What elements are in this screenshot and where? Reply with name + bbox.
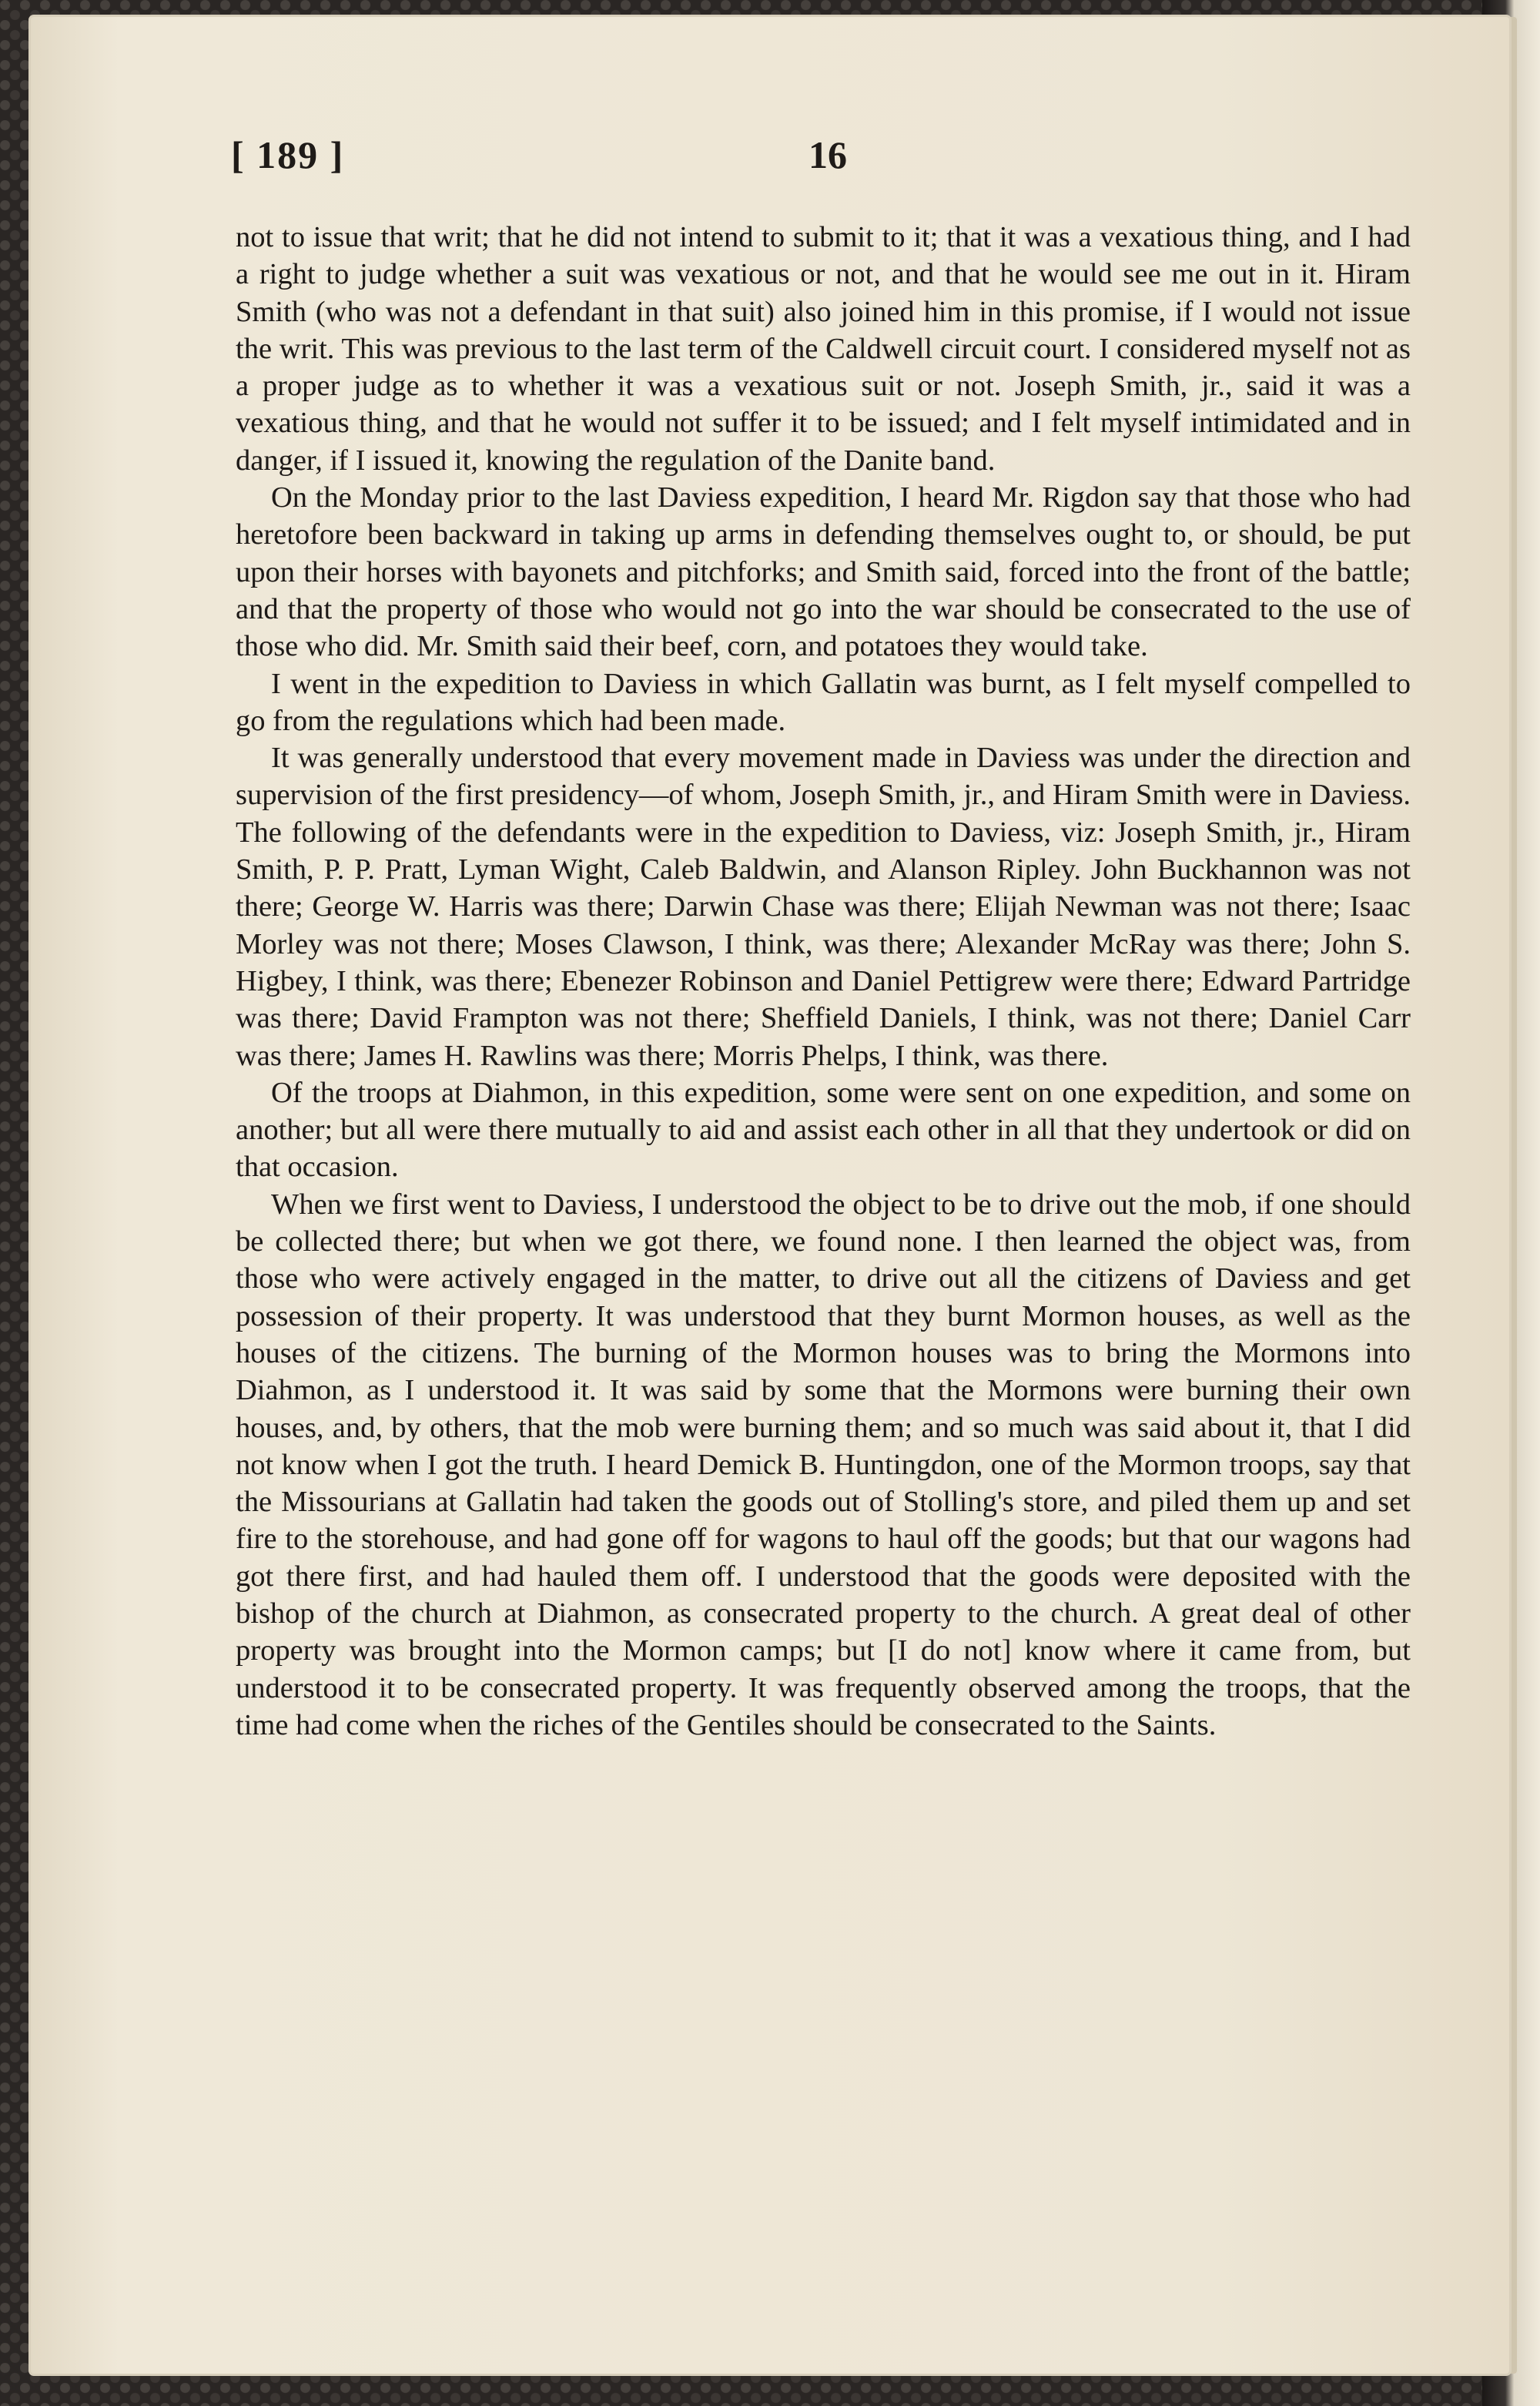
- page-header: [231, 132, 1417, 186]
- paragraph: not to issue that writ; that he did not intend to submit to it; that it was a vexatious thing, and I had a right to judge whether a suit was vexatious or not, and that he would see me out in it. Hiram Smith (who was not a defendant in that suit) also joined him in this promise, if I would not issue the writ. This was previous to the last term of the Caldwell circuit court. I considered myself not as a proper judge as to whether it was a vexatious suit or not. Joseph Smith, jr., said it was a vexatious thing, and that he would not suffer it to be issued; and I felt myself intimidated and in danger, if I issued it, knowing the regulation of the Danite band.: [236, 221, 1411, 477]
- page-number: 16: [808, 133, 847, 176]
- paragraph: On the Monday prior to the last Daviess expedition, I heard Mr. Rigdon say that those who had heretofore been backward in taking up arms in defending themselves ought to, or should, be put upon their horses with bayonets and pitchforks; and Smith said, forced into the front of the battle; and that the property of those who would not go into the war should be consecrated to the use of those who did. Mr. Smith said their beef, corn, and potatoes they would take.: [236, 481, 1411, 663]
- document-number: [ 189 ]: [231, 133, 345, 176]
- paragraph: When we first went to Daviess, I understood the object to be to drive out the mob, if one should be collected there; but when we got there, we found none. I then learned the object was, from those who were actively engaged in the matter, to drive out all the citizens of Daviess and get possession of their property. It was understood that they burnt Mormon houses, as well as the houses of the citizens. The burning of the Mormon houses was to bring the Mormons into Diahmon, as I understood it. It was said by some that the Mormons were burning their own houses, and, by others, that the mob were burning them; and so much was said about it, that I did not know when I got the truth. I heard Demick B. Huntingdon, one of the Mormon troops, say that the Missourians at Gallatin had taken the goods out of Stolling's store, and piled them up and set fire to the storehouse, and had gone off for wagons to haul off the goods; but that our wagons had got there first, and had hauled them off. I understood that the goods were deposited with the bishop of the church at Diahmon, as consecrated property to the church. A great deal of other property was brought into the Mormon camps; but [I do not] know where it came from, but understood it to be consecrated property. It was frequently observed among the troops, that the time had come when the riches of the Gentiles should be consecrated to the Saints.: [236, 1188, 1411, 1741]
- paragraph: Of the troops at Diahmon, in this expedition, some were sent on one expedition, and some on another; but all were there mutually to aid and assist each other in all that they undertook or did on that occasion.: [236, 1076, 1411, 1184]
- paragraph: I went in the expedition to Daviess in which Gallatin was burnt, as I felt myself compelled to go from the regulations which had been made.: [236, 667, 1411, 737]
- page-body: [236, 219, 1411, 1744]
- paragraph: It was generally understood that every movement made in Daviess was under the direction and supervision of the first presidency—of whom, Joseph Smith, jr., and Hiram Smith were in Daviess. The following of the defendants were in the expedition to Daviess, viz: Joseph Smith, jr., Hiram Smith, P. P. Pratt, Lyman Wight, Caleb Baldwin, and Alanson Ripley. John Buckhannon was not there; George W. Harris was there; Darwin Chase was there; Elijah Newman was not there; Isaac Morley was not there; Moses Clawson, I think, was there; Alexander McRay was there; John S. Higbey, I think, was there; Ebenezer Robinson and Daniel Pettigrew were there; Edward Partridge was there; David Frampton was not there; Sheffield Daniels, I think, was not there; Daniel Carr was there; James H. Rawlins was there; Morris Phelps, I think, was there.: [236, 742, 1411, 1072]
